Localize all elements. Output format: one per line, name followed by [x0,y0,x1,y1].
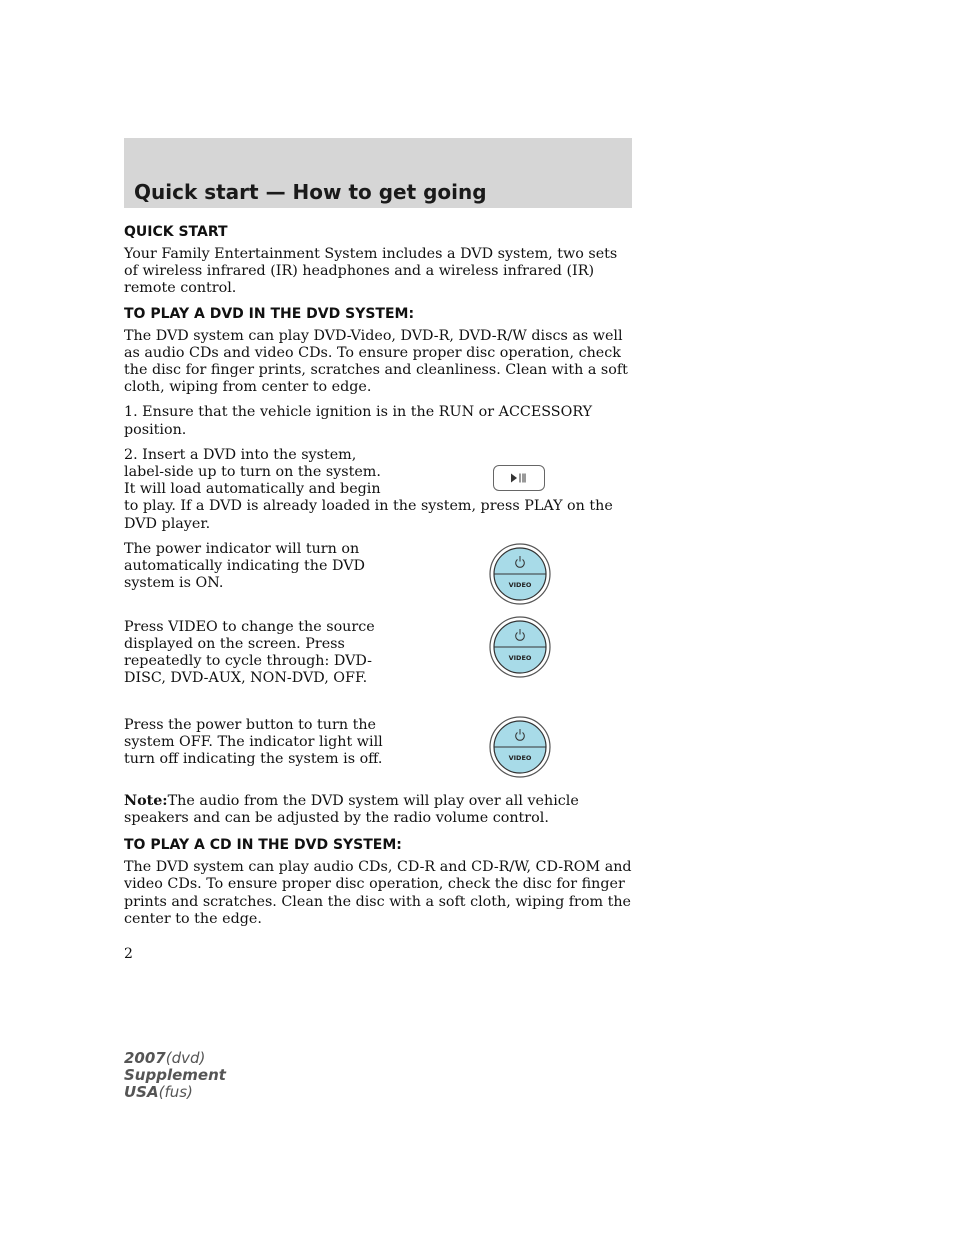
footer-edition [124,1050,226,1101]
step-1: 1. Ensure that the vehicle ignition is in the RUN or ACCESSORY position. [124,404,593,438]
video-press-text: Press VIDEO to change the source displayed on the screen. Press repeatedly to cycle through: DVD-DISC, DVD-AUX, NON-DVD, OFF. [124,618,375,687]
quick-start-heading: QUICK START [124,224,228,240]
footer-region-note: (fus) [158,1083,193,1101]
power-video-button-1 [488,542,552,606]
intro-paragraph: Your Family Entertainment System includes a DVD system, two sets of wireless infrared (IR) headphones and a wireless infrared (IR) remote control. [124,246,618,297]
video-label: VIDEO [508,753,532,762]
power-indicator-text: The power indicator will turn on automatically indicating the DVD system is ON. [124,540,365,592]
page-number: 2 [124,946,133,962]
cd-intro-paragraph: The DVD system can play audio CDs, CD-R and CD-R/W, CD-ROM and video CDs. To ensure proper disc operation, check the disc for finger prints and scratches. Clean the disc with a soft cloth, wiping from the center to the edge. [124,859,632,927]
dvd-intro-paragraph: The DVD system can play DVD-Video, DVD-R, DVD-R/W discs as well as audio CDs and video CDs. To ensure proper disc operation, check the disc for finger prints, scratches and cleanliness. Clean with a soft cloth, wiping from center to edge. [124,327,628,396]
footer-line-1 [124,1050,226,1067]
video-row [124,619,634,717]
footer-year: 2007 [124,1049,166,1067]
step-2-row [124,447,634,499]
page-title: Quick start — How to get going [134,180,487,204]
footer-region: USA [124,1083,159,1101]
footer-line-3 [124,1084,226,1101]
video-label: VIDEO [508,653,532,662]
footer-line-2 [124,1067,226,1084]
play-pause-button [493,465,545,491]
footer-year-note: (dvd) [165,1049,206,1067]
note-paragraph [124,793,634,827]
power-video-button-3 [488,715,552,779]
step-2-continued: to play. If a DVD is already loaded in the system, press PLAY on the DVD player. [124,498,613,532]
page-content [124,224,634,936]
note-label: Note: [124,792,168,809]
note-text: The audio from the DVD system will play over all vehicle speakers and can be adjusted by the radio volume control. [124,792,579,827]
cd-heading: TO PLAY A CD IN THE DVD SYSTEM: [124,837,402,854]
power-indicator-row [124,541,634,619]
video-label: VIDEO [508,580,532,589]
dvd-heading: TO PLAY A DVD IN THE DVD SYSTEM: [124,305,415,322]
step-2-text: 2. Insert a DVD into the system, label-side up to turn on the system. It will load automatically and begin [124,446,381,498]
power-off-row [124,717,634,793]
play-pause-icon [509,472,529,484]
power-video-button-2 [488,615,552,679]
power-off-text: Press the power button to turn the system OFF. The indicator light will turn off indicating the system is off. [124,716,383,768]
footer-supplement: Supplement [124,1066,226,1084]
